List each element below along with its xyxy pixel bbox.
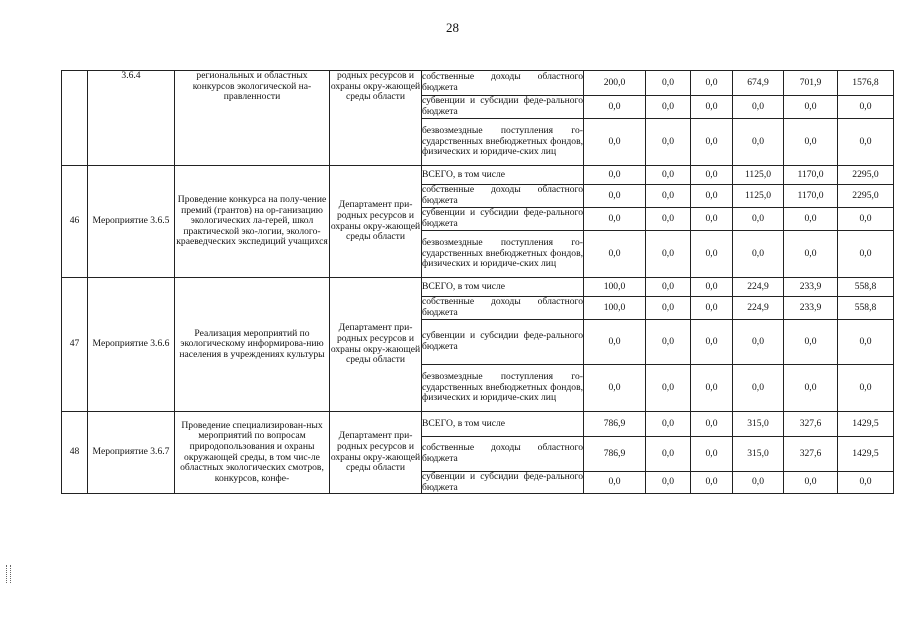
amount-cell: 0,0 [646,320,691,365]
amount-cell: 0,0 [784,472,838,494]
amount-cell: 100,0 [584,297,646,320]
activity-code: Мероприятие 3.6.7 [88,412,175,494]
amount-cell: 1576,8 [838,71,894,96]
amount-cell: 0,0 [784,208,838,231]
amount-cell: 0,0 [838,96,894,119]
amount-cell: 0,0 [691,320,733,365]
amount-cell: 0,0 [646,119,691,166]
amount-cell: 0,0 [646,278,691,297]
amount-cell: 0,0 [733,320,784,365]
amount-cell: 0,0 [733,365,784,412]
budget-table [61,70,894,494]
amount-cell: 224,9 [733,297,784,320]
funding-source: ВСЕГО, в том числе [422,412,584,437]
amount-cell: 0,0 [838,231,894,278]
funding-source: субвенции и субсидии феде-рального бюджета [422,320,584,365]
amount-cell: 0,0 [646,208,691,231]
amount-cell: 0,0 [838,208,894,231]
executor: Департамент при-родных ресурсов и охраны окру-жающей среды области [330,166,422,278]
amount-cell: 1125,0 [733,166,784,185]
amount-cell: 315,0 [733,437,784,472]
amount-cell: 0,0 [646,71,691,96]
amount-cell: 1170,0 [784,185,838,208]
funding-source: собственные доходы областного бюджета [422,184,583,206]
amount-cell: 0,0 [646,437,691,472]
amount-cell: 327,6 [784,437,838,472]
row-number: 48 [62,412,88,494]
funding-source: безвозмездные поступления го-сударственных внебюджетных фондов, физических и юридиче-ских лиц [422,365,584,412]
amount-cell: 0,0 [784,96,838,119]
amount-cell: 327,6 [784,412,838,437]
amount-cell: 2295,0 [838,185,894,208]
amount-cell: 0,0 [584,472,646,494]
amount-cell: 0,0 [584,208,646,231]
amount-cell: 0,0 [584,96,646,119]
amount-cell: 0,0 [691,96,733,119]
amount-cell: 315,0 [733,412,784,437]
amount-cell: 0,0 [646,412,691,437]
row-number: 47 [62,278,88,412]
amount-cell: 0,0 [784,365,838,412]
amount-cell: 0,0 [584,119,646,166]
amount-cell: 0,0 [838,320,894,365]
amount-cell: 0,0 [584,320,646,365]
funding-source: ВСЕГО, в том числе [422,278,584,297]
amount-cell: 0,0 [784,320,838,365]
amount-cell: 674,9 [733,71,784,96]
amount-cell: 0,0 [691,278,733,297]
activity-name: Реализация мероприятий по экологическому информирова-нию населения в учреждениях культуры [175,278,330,412]
row-number [62,71,88,166]
amount-cell: 0,0 [584,231,646,278]
amount-cell: 0,0 [646,166,691,185]
amount-cell: 0,0 [733,119,784,166]
activity-name: региональных и областных конкурсов экологической на-правленности [175,71,330,166]
amount-cell: 786,9 [584,412,646,437]
funding-source: субвенции и субсидии феде-рального бюджета [422,95,583,117]
amount-cell: 0,0 [733,208,784,231]
funding-source: безвозмездные поступления го-сударственных внебюджетных фондов, физических и юридиче-ских лиц [422,119,584,166]
executor: Департамент при-родных ресурсов и охраны окру-жающей среды области [330,412,422,494]
amount-cell: 0,0 [646,96,691,119]
amount-cell: 0,0 [691,437,733,472]
amount-cell: 0,0 [646,231,691,278]
amount-cell: 0,0 [646,365,691,412]
activity-code: Мероприятие 3.6.5 [88,166,175,278]
table-row [62,412,894,437]
amount-cell: 0,0 [646,472,691,494]
amount-cell: 0,0 [784,119,838,166]
activity-name: Проведение конкурса на полу-чение премий (грантов) на ор-ганизацию экологических ла-герей, школ практической эко-логии, эколого-краеведческих экспедиций учащихся [175,166,330,278]
amount-cell: 786,9 [584,437,646,472]
amount-cell: 0,0 [838,119,894,166]
amount-cell: 0,0 [691,166,733,185]
amount-cell: 0,0 [691,412,733,437]
amount-cell: 0,0 [584,185,646,208]
amount-cell: 1429,5 [838,437,894,472]
amount-cell: 100,0 [584,278,646,297]
funding-source: безвозмездные поступления го-сударственных внебюджетных фондов, физических и юридиче-ских лиц [422,231,584,278]
amount-cell: 0,0 [733,231,784,278]
amount-cell: 0,0 [691,297,733,320]
amount-cell: 0,0 [691,231,733,278]
funding-source: субвенции и субсидии феде-рального бюджета [422,471,583,493]
amount-cell: 0,0 [784,231,838,278]
table-row [62,166,894,185]
amount-cell: 233,9 [784,297,838,320]
amount-cell: 0,0 [646,185,691,208]
funding-source: ВСЕГО, в том числе [422,166,584,185]
amount-cell: 0,0 [691,119,733,166]
amount-cell: 0,0 [733,96,784,119]
amount-cell: 200,0 [584,71,646,96]
activity-code: 3.6.4 [88,71,175,166]
amount-cell: 0,0 [691,472,733,494]
amount-cell: 0,0 [584,365,646,412]
funding-source: субвенции и субсидии феде-рального бюджета [422,207,583,229]
amount-cell: 0,0 [733,472,784,494]
amount-cell: 0,0 [838,365,894,412]
amount-cell: 233,9 [784,278,838,297]
amount-cell: 0,0 [646,297,691,320]
amount-cell: 1429,5 [838,412,894,437]
funding-source: собственные доходы областного бюджета [422,296,583,318]
amount-cell: 1125,0 [733,185,784,208]
activity-code: Мероприятие 3.6.6 [88,278,175,412]
scan-edge-mark [6,565,11,583]
executor: Департамент при-родных ресурсов и охраны окру-жающей среды области [330,278,422,412]
amount-cell: 0,0 [691,365,733,412]
funding-source: собственные доходы областного бюджета [422,437,584,472]
amount-cell: 558,8 [838,297,894,320]
amount-cell: 1170,0 [784,166,838,185]
amount-cell: 0,0 [838,472,894,494]
amount-cell: 0,0 [584,166,646,185]
amount-cell: 0,0 [691,71,733,96]
funding-source: собственные доходы областного бюджета [422,71,584,96]
page-number: 28 [446,20,459,35]
activity-name: Проведение специализирован-ных мероприятий по вопросам природопользования и охраны окружающей среды, в том чис-ле областных экологических смотров, конкурсов, конфе- [175,412,330,494]
amount-cell: 224,9 [733,278,784,297]
amount-cell: 701,9 [784,71,838,96]
amount-cell: 0,0 [691,208,733,231]
table-row [62,71,894,96]
amount-cell: 2295,0 [838,166,894,185]
row-number: 46 [62,166,88,278]
amount-cell: 0,0 [691,185,733,208]
amount-cell: 558,8 [838,278,894,297]
executor: родных ресурсов и охраны окру-жающей среды области [330,71,422,166]
table-row [62,278,894,297]
